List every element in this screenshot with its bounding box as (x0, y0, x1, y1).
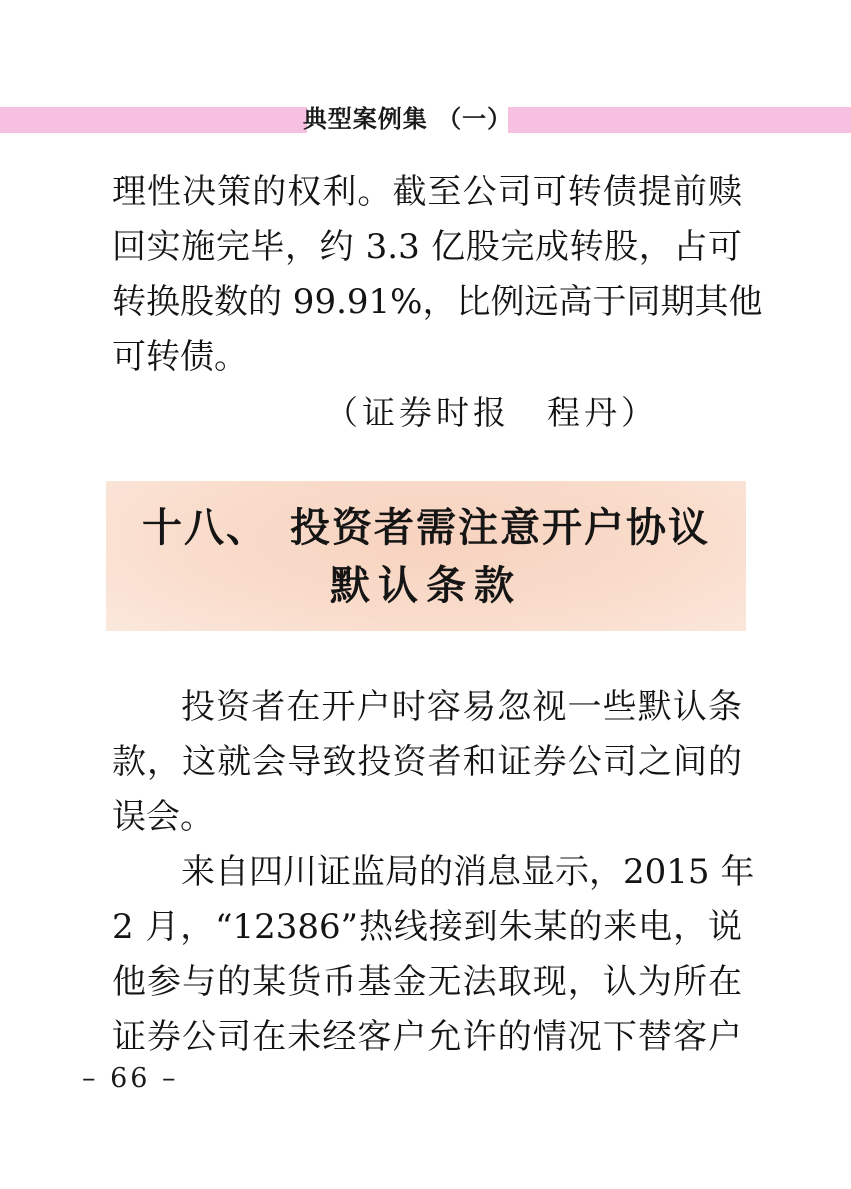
header-band-right (508, 107, 851, 133)
header-band-left (0, 107, 307, 133)
source-attribution: （证券时报 程丹） (325, 393, 658, 432)
body-line: 来自四川证监局的消息显示，2015 年 (181, 852, 755, 892)
body-line: 理性决策的权利。截至公司可转债提前赎 (112, 172, 742, 212)
body-line: 误会。 (112, 797, 214, 837)
body-line: 可转债。 (112, 337, 248, 377)
paragraph-account-opening (0, 680, 851, 1065)
section-heading (106, 481, 746, 631)
page-number: – 66 – (82, 1063, 179, 1094)
body-line: 他参与的某货币基金无法取现，认为所在 (112, 962, 742, 1002)
body-line: 款，这就会导致投资者和证券公司之间的 (112, 742, 742, 782)
page-header (0, 104, 851, 133)
running-title: 典型案例集 （一） (302, 104, 513, 133)
section-heading-line2: 默认条款 (330, 562, 522, 609)
body-line: 投资者在开户时容易忽视一些默认条 (181, 687, 742, 727)
body-line: 2 月，“12386”热线接到朱某的来电，说 (112, 907, 742, 947)
body-line: 证券公司在未经客户允许的情况下替客户 (112, 1017, 742, 1057)
body-line: 回实施完毕，约 3.3 亿股完成转股，占可 (112, 227, 742, 267)
body-line: 转换股数的 99.91%，比例远高于同期其他 (112, 282, 763, 322)
paragraph-convertible-bonds (0, 165, 851, 440)
section-heading-line1: 十八、 投资者需注意开户协议 (142, 504, 710, 551)
